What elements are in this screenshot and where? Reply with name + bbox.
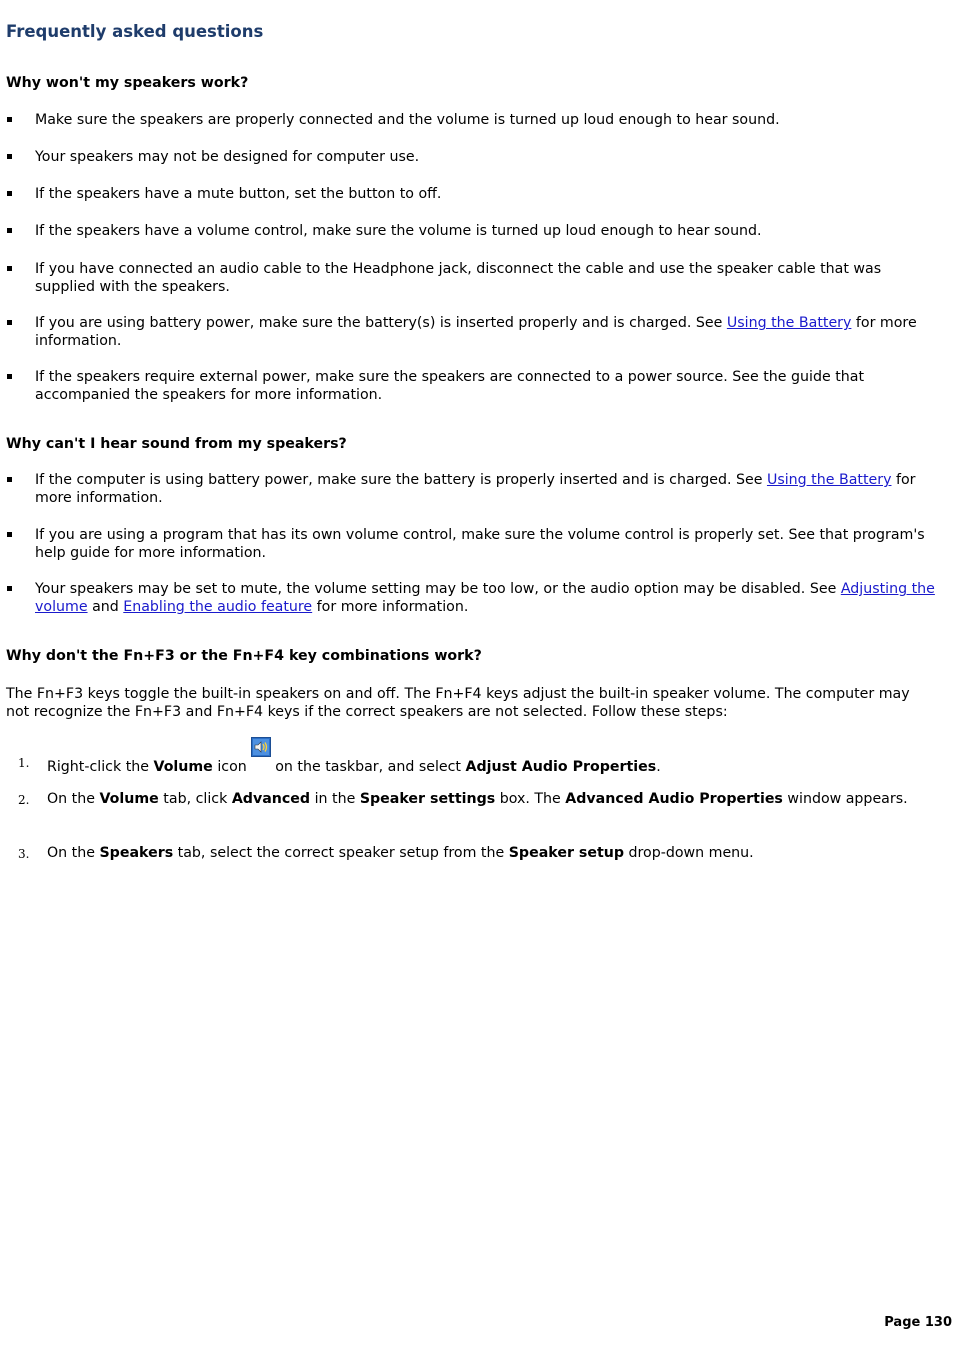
question-no-sound: Why can't I hear sound from my speakers? (6, 436, 347, 452)
bullet-marker (7, 532, 12, 537)
text-run: If you are using battery power, make sure the battery(s) is inserted properly and is charged. See (35, 315, 727, 331)
bold-term: Speakers (99, 845, 174, 861)
text-run: tab, click (158, 791, 232, 807)
bold-term: Speaker setup (508, 845, 624, 861)
text-run: If you have connected an audio cable to the Headphone jack, disconnect the cable and use the speaker cable that was supplied with the speakers. (35, 261, 882, 295)
list-item (6, 185, 936, 203)
text-run: for more information. (35, 315, 917, 349)
bold-term: Volume (99, 791, 159, 807)
text-run: If you are using a program that has its own volume control, make sure the volume control is properly set. See that program's help guide for more information. (35, 527, 925, 561)
list-item (6, 526, 936, 562)
text-run: Make sure the speakers are properly connected and the volume is turned up loud enough to hear sound. (35, 112, 780, 128)
step-number: 1. (18, 756, 30, 770)
volume-icon (251, 753, 271, 773)
list-item (6, 368, 936, 404)
text-run: and (87, 599, 124, 615)
list-item (6, 314, 936, 350)
text-run: If the speakers require external power, make sure the speakers are connected to a power source. See the guide that accompanied the speakers for more information. (35, 369, 865, 403)
link-using-the-battery[interactable]: Using the Battery (726, 315, 852, 331)
fn-keys-intro: The Fn+F3 keys toggle the built-in speakers on and off. The Fn+F4 keys adjust the built-in speaker volume. The computer may not recognize the Fn+F3 and Fn+F4 keys if the correct speakers are not selected. Follow these steps: (6, 686, 910, 720)
link-enabling-the-audio-feature[interactable]: Enabling the audio feature (123, 599, 313, 615)
bullet-marker (7, 374, 12, 379)
text-run: for more information. (35, 472, 916, 506)
text-run: . (656, 759, 661, 775)
link-adjusting-the-volume[interactable]: Adjusting the volume (35, 581, 935, 615)
bold-term: Advanced (231, 791, 311, 807)
bullet-marker (7, 117, 12, 122)
text-run: window appears. (782, 791, 908, 807)
text-run: icon (212, 759, 252, 775)
bold-term: Volume (153, 759, 213, 775)
bullet-marker (7, 191, 12, 196)
step-number: 3. (18, 847, 30, 861)
text-run: on the taskbar, and select (275, 759, 466, 775)
page-title: Frequently asked questions (6, 22, 264, 41)
text-run: in the (310, 791, 360, 807)
bullet-marker (7, 477, 12, 482)
question-fn-keys: Why don't the Fn+F3 or the Fn+F4 key combinations work? (6, 648, 482, 664)
text-run: Right-click the (47, 759, 154, 775)
bullet-marker (7, 320, 12, 325)
text-run: If the computer is using battery power, make sure the battery is properly inserted and is charged. See (35, 472, 767, 488)
bold-term: Advanced Audio Properties (565, 791, 783, 807)
step-item (6, 844, 936, 862)
text-run: Your speakers may not be designed for computer use. (35, 149, 420, 165)
list-item (6, 260, 936, 296)
bullet-marker (7, 154, 12, 159)
bullet-marker (7, 228, 12, 233)
list-item (6, 580, 936, 616)
text-run: drop-down menu. (624, 845, 754, 861)
text-run: If the speakers have a mute button, set the button to off. (35, 186, 442, 202)
text-run: tab, select the correct speaker setup from the (173, 845, 509, 861)
step-number: 2. (18, 793, 30, 807)
text-run: On the (47, 791, 100, 807)
bold-term: Speaker settings (359, 791, 496, 807)
list-item (6, 471, 936, 507)
list-item (6, 148, 936, 166)
link-using-the-battery[interactable]: Using the Battery (766, 472, 892, 488)
text-run: On the (47, 845, 100, 861)
text-run: box. The (495, 791, 566, 807)
list-item (6, 111, 936, 129)
bullet-marker (7, 266, 12, 271)
bold-term: Adjust Audio Properties (465, 759, 657, 775)
step-item (6, 790, 936, 808)
text-run: for more information. (312, 599, 469, 615)
text-run: Your speakers may be set to mute, the volume setting may be too low, or the audio option may be disabled. See (35, 581, 841, 597)
question-speakers-not-working: Why won't my speakers work? (6, 75, 249, 91)
bullet-marker (7, 586, 12, 591)
text-run: If the speakers have a volume control, make sure the volume is turned up loud enough to hear sound. (35, 223, 762, 239)
list-item (6, 222, 936, 240)
page-number: Page 130 (884, 1315, 952, 1330)
step-item (6, 753, 936, 776)
